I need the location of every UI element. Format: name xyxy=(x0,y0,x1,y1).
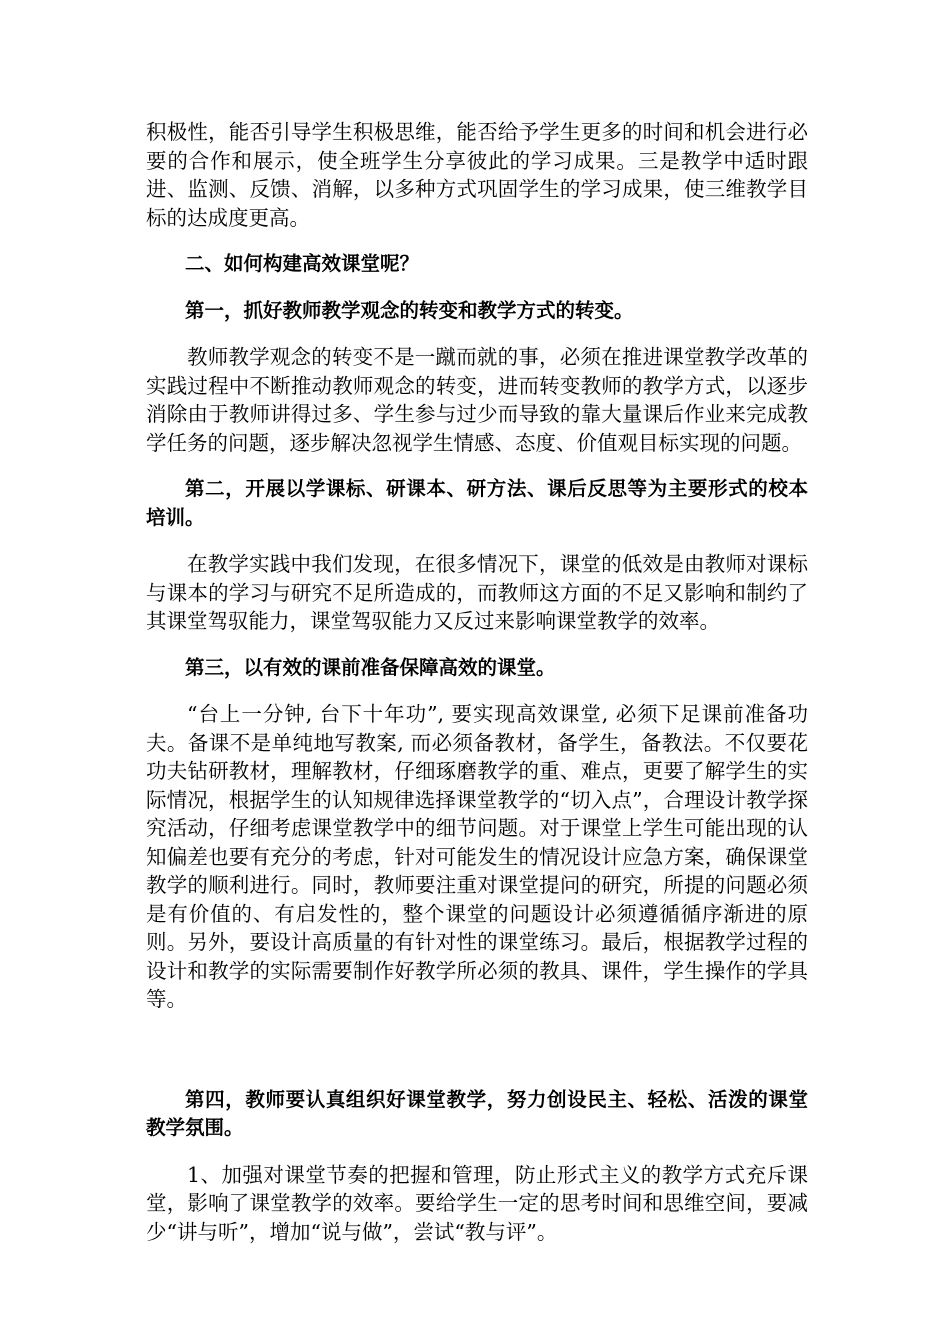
body-paragraph-first: 教师教学观念的转变不是一蹴而就的事，必须在推进课堂教学改革的实践过程中不断推动教师观念的转变，进而转变教师的教学方式，以逐步消除由于教师讲得过多、学生参与过少而导致的靠大量课后作业来完成教学任务的问题，逐步解决忽视学生情感、态度、价值观目标实现的问题。 xyxy=(146,345,808,455)
body-paragraph-second: 在教学实践中我们发现，在很多情况下，课堂的低效是由教师对课标与课本的学习与研究不足所造成的，而教师这方面的不足又影响和制约了其课堂驾驭能力，课堂驾驭能力又反过来影响课堂教学的效率。 xyxy=(146,552,808,633)
document-page xyxy=(146,118,808,1246)
subheading-third: 第三，以有效的课前准备保障高效的课堂。 xyxy=(185,655,556,679)
body-paragraph-1: 积极性，能否引导学生积极思维，能否给予学生更多的时间和机会进行必要的合作和展示，使全班学生分享彼此的学习成果。三是教学中适时跟进、监测、反馈、消解，以多种方式巩固学生的学习成果，使三维教学目标的达成度更高。 xyxy=(146,120,808,230)
subheading-first: 第一，抓好教师教学观念的转变和教学方式的转变。 xyxy=(185,298,634,322)
subheading-fourth: 第四，教师要认真组织好课堂教学，努力创设民主、轻松、活泼的课堂教学氛围。 xyxy=(146,1087,808,1139)
section-heading-2: 二、如何构建高效课堂呢？ xyxy=(185,252,420,275)
body-paragraph-fourth: 1、加强对课堂节奏的把握和管理，防止形式主义的教学方式充斥课堂，影响了课堂教学的效率。要给学生一定的思考时间和思维空间，要减少“讲与听”，增加“说与做”，尝试“教与评”。 xyxy=(146,1162,808,1244)
body-paragraph-third: “台上一分钟, 台下十年功”, 要实现高效课堂, 必须下足课前准备功夫。备课不是单纯地写教案, 而必须备教材，备学生，备教法。不仅要花功夫钻研教材，理解教材，仔细琢磨教学的重、难点，更要了解学生的实际情况，根据学生的认知规律选择课堂教学的“切入点”，合理设计教学探究活动，仔细考虑课堂教学中的细节问题。对于课堂上学生可能出现的认知偏差也要有充分的考虑，针对可能发生的情况设计应急方案，确保课堂教学的顺利进行。同时，教师要注重对课堂提问的研究，所提的问题必须是有价值的、有启发性的，整个课堂的问题设计必须遵循循序渐进的原则。另外，要设计高质量的有针对性的课堂练习。最后，根据教学过程的设计和教学的实际需要制作好教学所必须的教具、课件，学生操作的学具等。 xyxy=(146,702,808,1011)
subheading-second: 第二，开展以学课标、研课本、研方法、课后反思等为主要形式的校本培训。 xyxy=(146,477,808,529)
